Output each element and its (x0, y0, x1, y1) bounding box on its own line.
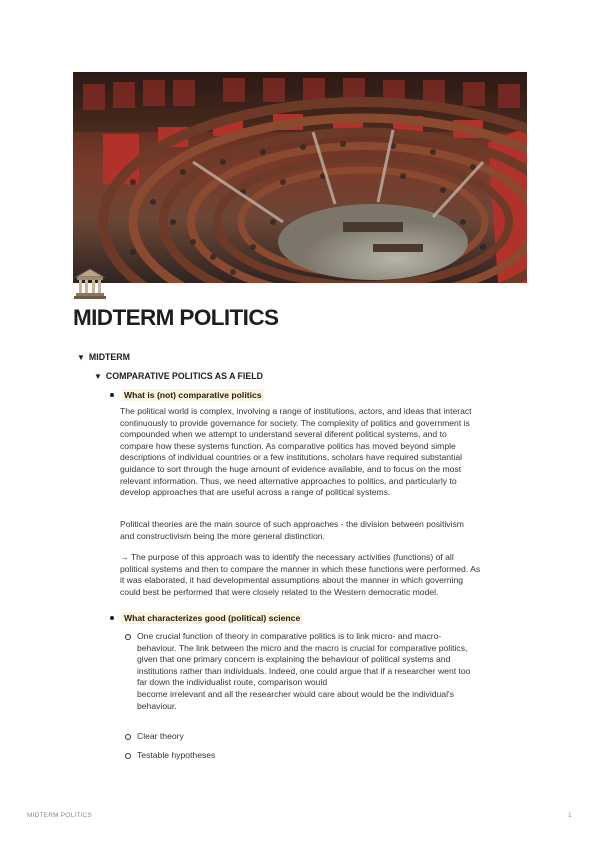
text-line: The political world is complex, involving a range of institutions, actors, and ideas that interact (120, 406, 472, 416)
text-line: far down the individualist route, comparison would (137, 677, 328, 688)
text-line: develop approaches that are useful across a range of political systems. (120, 487, 391, 498)
text-line: behaviour. The link between the micro and the macro is crucial for comparative politics, (137, 642, 468, 653)
parliament-chamber-illustration (73, 72, 527, 283)
hollow-bullet-icon (125, 734, 131, 740)
bullet-dot-icon (110, 393, 114, 397)
text-line: Testable hypotheses (137, 750, 216, 760)
text-line: could best be performed that were closely related to the Western democratic model. (120, 586, 439, 597)
toggle-comparative-politics[interactable] (94, 371, 263, 381)
hollow-bullet-icon (125, 634, 131, 640)
text-line: behaviour. (137, 700, 177, 711)
footer-page-number: 1 (568, 812, 572, 819)
text-line: given that one primary concern is explaining the behaviour of political systems and (137, 654, 451, 665)
toggle-triangle-icon[interactable]: ▼ (77, 353, 85, 362)
text-line: Clear theory (137, 731, 184, 741)
text-line: descriptions of individual countries or a few institutions, scholars have required substantial (120, 452, 463, 463)
bullet-heading-2 (110, 613, 302, 623)
text-line: compare how these systems function. As comparative politics has moved beyond simple (120, 440, 456, 451)
text-line: become irrelevant and all the researcher would care about would be the individual's (137, 688, 454, 699)
hollow-bullet-icon (125, 753, 131, 759)
text-line: relevant information. Thus, we need alternative approaches to politics, and particularly to (120, 475, 457, 486)
cover-image (73, 72, 527, 283)
text-line: One crucial function of theory in comparative politics is to link micro- and macro- (137, 631, 442, 641)
text-line: guidance to sort through the huge amount of evidence available, and to focus on the most (120, 463, 462, 474)
paragraph-2 (120, 519, 464, 542)
text-line: → The purpose of this approach was to identify the necessary activities (functions) of all (120, 552, 454, 562)
text-line: compounded when we attempt to understand several diferent political systems, and to (120, 429, 447, 440)
toggle-label: MIDTERM (88, 352, 130, 362)
bullet-heading-1 (110, 390, 264, 400)
sub-list-item-1 (125, 631, 470, 712)
text-line: political systems and then to compare the manner in which these functions were performed. As (120, 563, 481, 574)
paragraph-1 (120, 406, 472, 499)
highlighted-heading: What is (not) comparative politics (124, 390, 262, 400)
text-line: it was elaborated, it had developmental assumptions about the manner in which governing (120, 575, 464, 586)
footer-title: MIDTERM POLITICS (27, 812, 92, 819)
toggle-label: COMPARATIVE POLITICS AS A FIELD (105, 371, 263, 381)
text-line: Political theories are the main source of such approaches - the division between positivism (120, 519, 464, 529)
sub-list-item-2 (125, 731, 184, 743)
toggle-midterm[interactable] (77, 352, 130, 362)
sub-list-item-3 (125, 750, 215, 762)
text-line: and constructivism being the more general distinction. (120, 530, 325, 541)
bullet-dot-icon (110, 616, 114, 620)
paragraph-3 (120, 552, 480, 598)
page-title: MIDTERM POLITICS (73, 305, 279, 330)
highlighted-heading: What characterizes good (political) science (124, 613, 301, 623)
text-line: institutions rather than individuals. Indeed, one could argue that if a researcher went too (137, 665, 471, 676)
toggle-triangle-icon[interactable]: ▼ (94, 372, 102, 381)
text-line: continuously to provide governance for society. The complexity of politics and government is (120, 417, 470, 428)
classical-building-icon (73, 266, 107, 300)
